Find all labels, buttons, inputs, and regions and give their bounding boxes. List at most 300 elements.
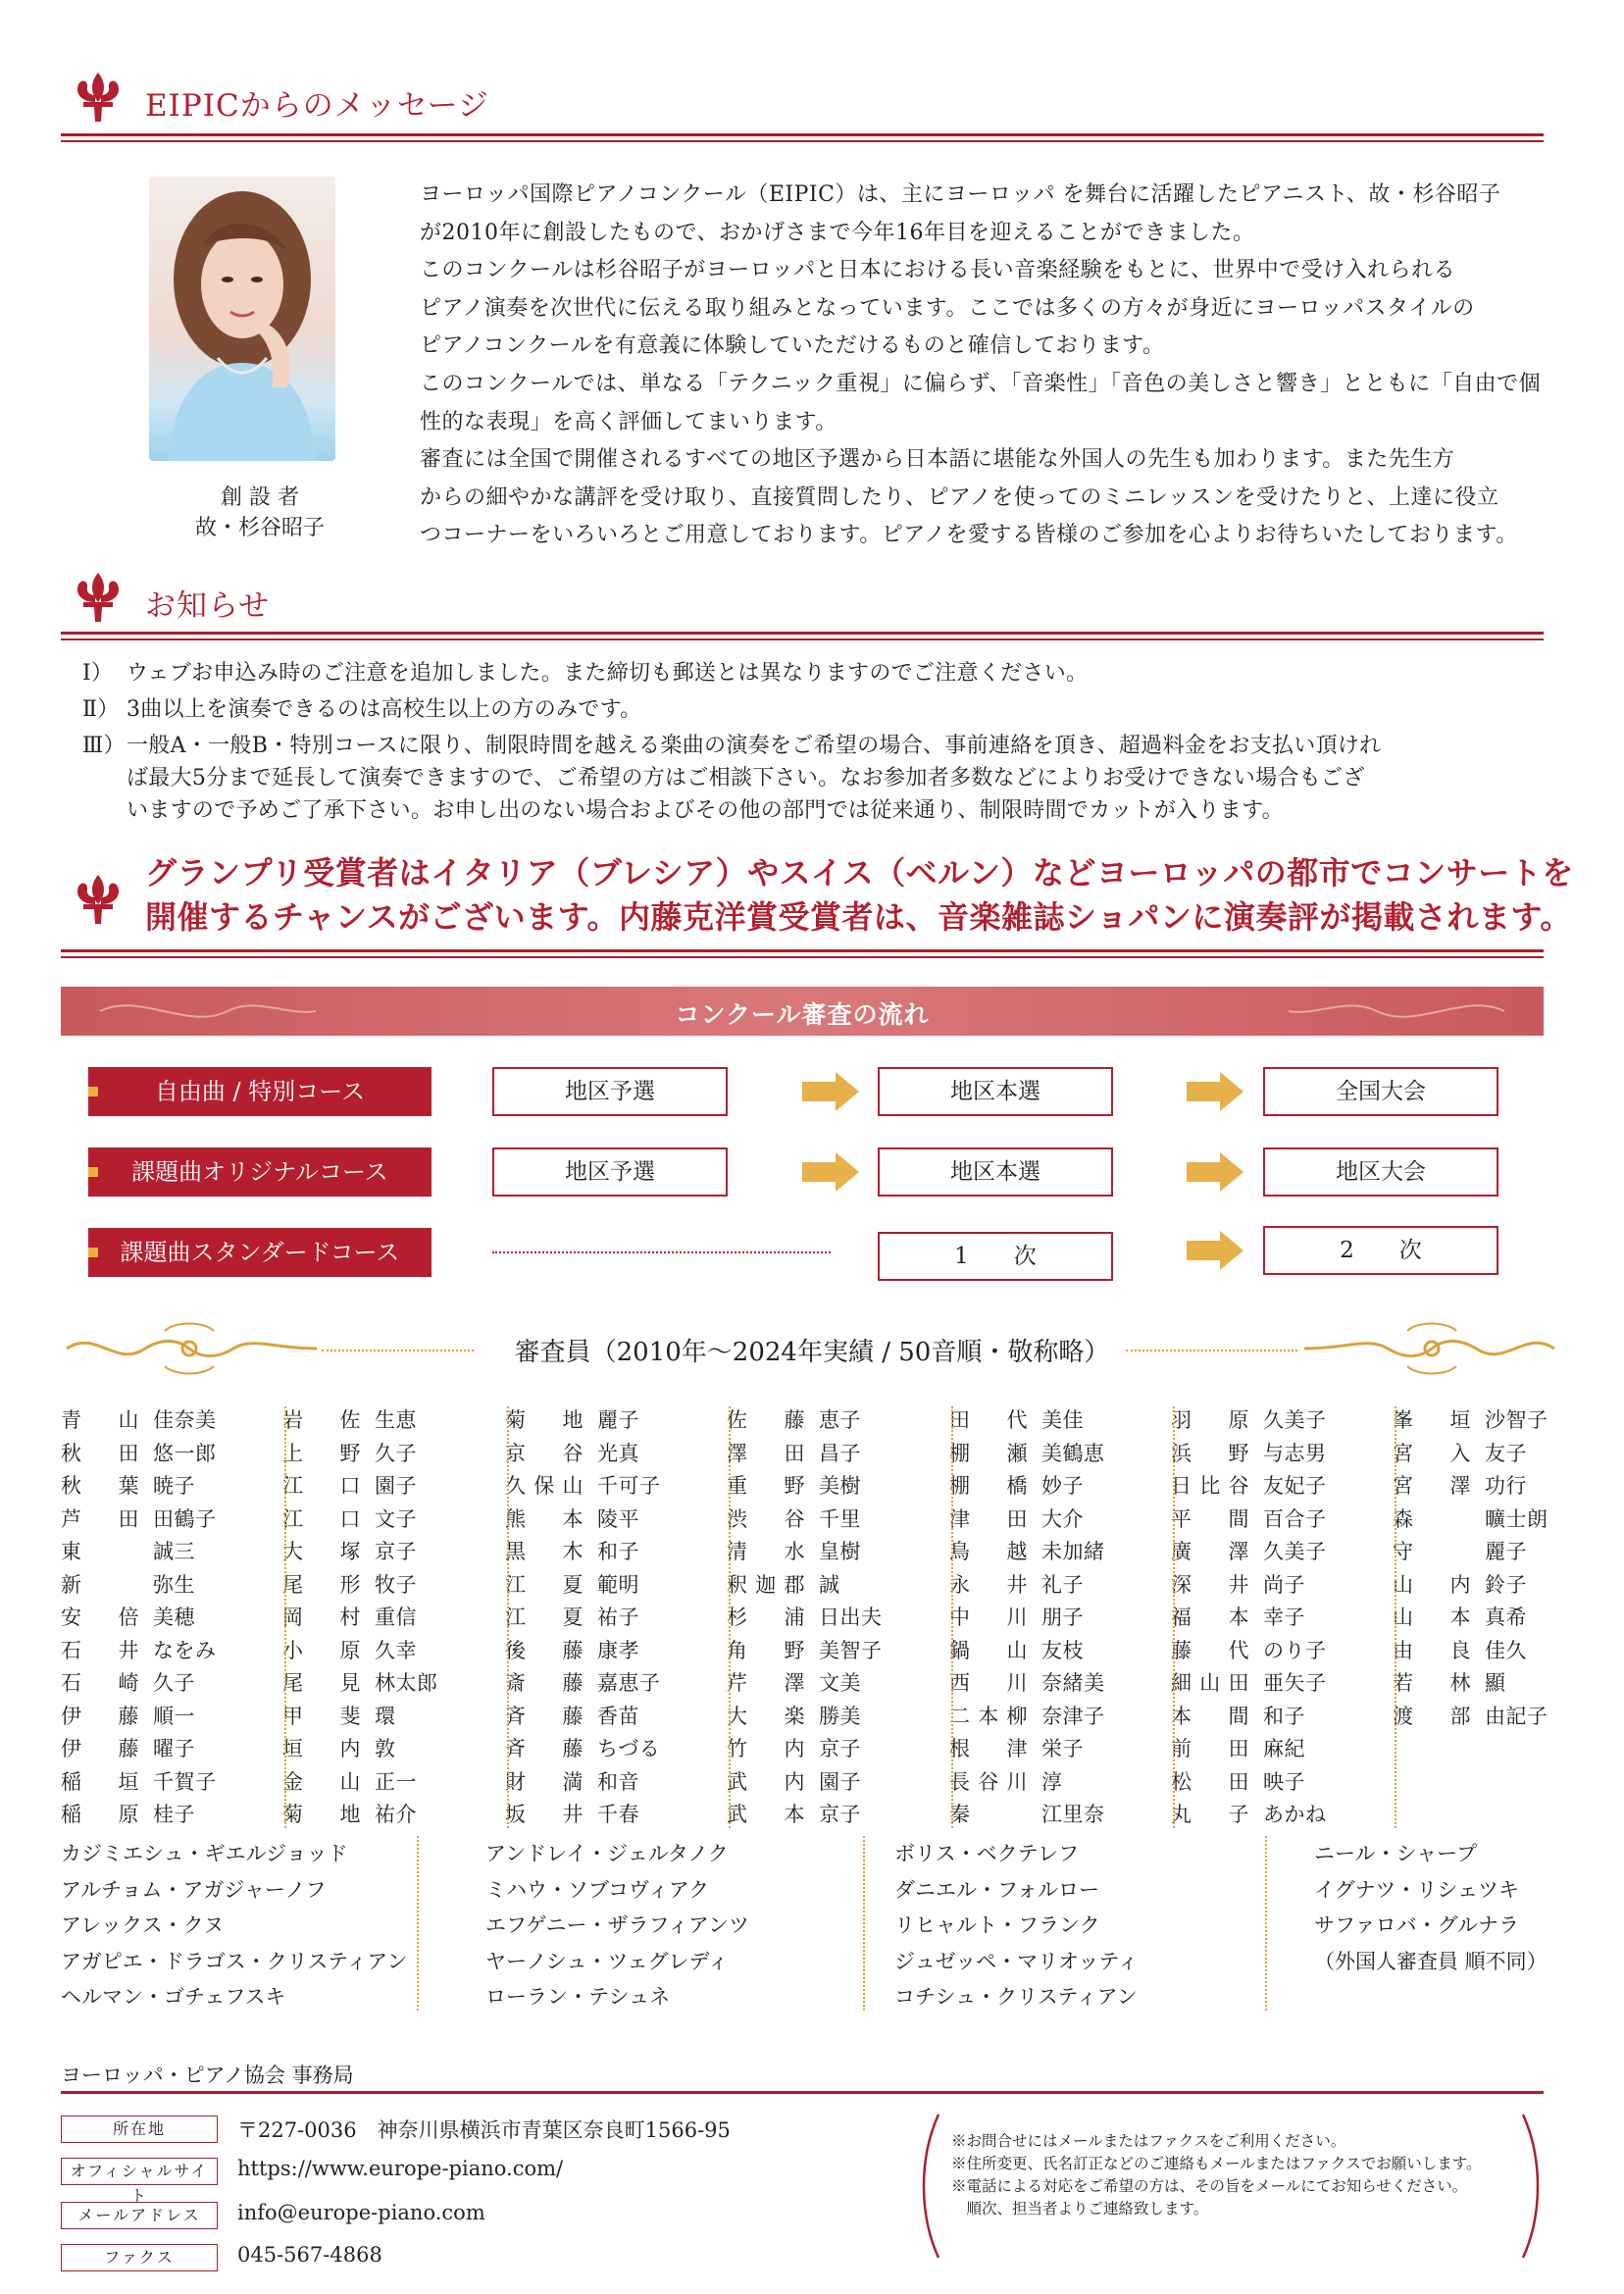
judge-column — [1393, 1404, 1599, 1733]
judge-surname: 菊地 — [505, 1408, 584, 1432]
flow-title: コンクール審査の流れ — [675, 1000, 930, 1029]
stage-box: 地区本選 — [878, 1147, 1113, 1197]
judge-name — [1393, 1569, 1599, 1603]
judge-name — [1171, 1569, 1377, 1603]
judge-surname: 熊本 — [505, 1506, 584, 1531]
message-body — [420, 177, 1557, 555]
message-section-header — [61, 69, 1544, 137]
judge-name — [1393, 1667, 1599, 1701]
judge-surname: 津田 — [949, 1506, 1028, 1531]
judge-name — [1171, 1733, 1377, 1766]
news-item — [82, 730, 1553, 827]
message-line: ヨーロッパ国際ピアノコンクール（EIPIC）は、主にヨーロッパ を舞台に活躍したピアニスト、故・杉谷昭子 — [420, 182, 1501, 207]
judge-given-name: あかね — [1263, 1803, 1327, 1826]
arrow-right-icon — [1187, 1152, 1243, 1192]
stage-box: 1 次 — [878, 1232, 1113, 1281]
foreign-judge-name: アンドレイ・ジェルタノク — [485, 1842, 729, 1865]
judge-given-name: 曠士朗 — [1485, 1506, 1548, 1531]
judge-name — [505, 1701, 711, 1734]
judge-surname: 鳥越 — [949, 1540, 1028, 1563]
judge-name — [1171, 1799, 1377, 1832]
judge-given-name: 真希 — [1485, 1606, 1527, 1629]
judge-given-name: 恵子 — [819, 1408, 861, 1432]
judge-name — [727, 1667, 933, 1701]
judge-given-name: 妙子 — [1041, 1474, 1084, 1498]
judge-given-name: 文子 — [375, 1506, 417, 1531]
foreign-judge-name: アルチョム・アガジャーノフ — [61, 1877, 327, 1902]
judge-name — [1393, 1404, 1599, 1438]
judge-given-name: 重信 — [375, 1606, 417, 1629]
founder-name: 故・杉谷昭子 — [194, 516, 325, 540]
judge-name — [949, 1799, 1155, 1832]
judge-name — [727, 1438, 933, 1471]
judge-given-name: 友子 — [1485, 1441, 1527, 1465]
column-divider — [284, 1406, 286, 1828]
judge-name — [1171, 1701, 1377, 1734]
judge-surname: 江夏 — [505, 1572, 584, 1597]
judge-name — [282, 1799, 488, 1832]
foreign-judge-name: アレックス・クヌ — [61, 1913, 225, 1937]
judge-name — [1171, 1635, 1377, 1668]
column-divider — [951, 1406, 953, 1828]
judge-name — [61, 1438, 267, 1471]
judge-name — [949, 1504, 1155, 1537]
judge-surname: 稲垣 — [61, 1769, 139, 1794]
news-item-text: ウェブお申込み時のご注意を追加しました。また締切も郵送とは異なりますのでご注意ください。 — [127, 661, 1089, 686]
judge-given-name: 美佳 — [1041, 1408, 1084, 1432]
message-line: 性的な表現」を高く評価してまいります。 — [420, 409, 837, 434]
judge-surname: 澤田 — [727, 1441, 805, 1465]
judge-surname: 岡村 — [282, 1606, 361, 1629]
judge-surname: 武本 — [727, 1803, 805, 1826]
judge-given-name: 栄子 — [1041, 1737, 1084, 1760]
judge-name — [282, 1701, 488, 1734]
judge-name — [949, 1569, 1155, 1603]
foreign-judge-name: ニール・シャープ — [1314, 1842, 1478, 1865]
news-section-header — [61, 569, 1544, 637]
judge-surname: 岩佐 — [282, 1408, 361, 1432]
grand-prix-line: グランプリ受賞者はイタリア（ブレシア）やスイス（ベルン）などヨーロッパの都市でコンサートを — [145, 854, 1574, 892]
judge-surname: 芦田 — [61, 1506, 139, 1531]
judge-given-name: 康孝 — [597, 1638, 639, 1662]
judge-given-name: 誠三 — [153, 1540, 195, 1563]
judge-name — [61, 1667, 267, 1701]
judge-name — [61, 1733, 267, 1766]
judge-surname: 福本 — [1171, 1606, 1249, 1629]
judge-given-name: 生恵 — [375, 1408, 417, 1432]
stage-box: 全国大会 — [1263, 1067, 1498, 1116]
judge-surname: 黒木 — [505, 1540, 584, 1563]
judge-given-name: 香苗 — [597, 1704, 639, 1728]
message-line: が2010年に創設したもので、おかげさまで今年16年目を迎えることができました。 — [420, 220, 1255, 245]
section-divider — [61, 632, 1544, 640]
judge-name — [61, 1799, 267, 1832]
judge-given-name: 千春 — [597, 1803, 639, 1826]
judge-name — [505, 1438, 711, 1471]
judge-surname: 秋田 — [61, 1441, 139, 1465]
judge-given-name: 京子 — [375, 1540, 417, 1563]
foreign-judge-name: ボリス・ベクテレフ — [894, 1842, 1080, 1865]
judge-name — [505, 1733, 711, 1766]
news-section-title: お知らせ — [145, 588, 271, 624]
judge-given-name: 田鶴子 — [153, 1506, 217, 1531]
founder-photo — [149, 177, 335, 461]
website-link[interactable]: https://www.europe-piano.com/ — [237, 2157, 564, 2180]
judge-surname: 甲斐 — [282, 1704, 361, 1728]
news-item-text: 3曲以上を演奏できるのは高校生以上の方のみです。 — [127, 697, 642, 722]
judge-column — [727, 1404, 933, 1832]
judge-surname: 永井 — [949, 1572, 1028, 1597]
judge-surname: 尾形 — [282, 1572, 361, 1597]
news-item — [82, 693, 1553, 726]
judge-surname: 藤代 — [1171, 1638, 1249, 1662]
judge-column — [282, 1404, 488, 1832]
judge-surname: 釈迦郡 — [727, 1572, 805, 1597]
column-divider — [507, 1406, 509, 1828]
judge-surname: 宮澤 — [1393, 1474, 1471, 1498]
judge-surname: 財満 — [505, 1769, 584, 1794]
foreign-judge-name: ヤーノシュ・ツェグレディ — [485, 1949, 729, 1973]
news-item-text: ば最大5分まで延長して演奏できますので、ご希望の方はご相談下さい。なお参加者多数などによりお受けできない場合もござ — [127, 766, 1365, 790]
judge-given-name: 皇樹 — [819, 1540, 861, 1563]
judge-surname: 伊藤 — [61, 1737, 139, 1760]
foreign-judge-name: サファロバ・グルナラ — [1314, 1913, 1519, 1937]
judge-given-name: 友妃子 — [1263, 1474, 1327, 1498]
judge-given-name: なをみ — [153, 1638, 217, 1662]
judge-given-name: 江里奈 — [1041, 1803, 1105, 1826]
judge-name — [1171, 1766, 1377, 1800]
judge-name — [949, 1404, 1155, 1438]
judge-given-name: 誠 — [819, 1572, 840, 1597]
judge-given-name: 沙智子 — [1485, 1408, 1548, 1432]
judge-name — [61, 1766, 267, 1800]
news-item-text: 一般A・一般B・特別コースに限り、制限時間を越える楽曲の演奏をご希望の場合、事前連絡を頂き、超過料金をお支払い頂けれ — [127, 734, 1382, 758]
founder-caption — [147, 483, 373, 543]
founder-role: 創 設 者 — [221, 485, 299, 510]
news-item-number: Ⅰ） — [82, 661, 114, 686]
email-label: メールアドレス — [61, 2202, 218, 2229]
judge-surname: 渋谷 — [727, 1506, 805, 1531]
judge-name — [505, 1635, 711, 1668]
judge-name — [505, 1667, 711, 1701]
judge-name — [1171, 1667, 1377, 1701]
judge-given-name: 功行 — [1485, 1474, 1527, 1498]
judge-name — [282, 1470, 488, 1504]
judge-name — [1171, 1404, 1377, 1438]
foreign-judge-name: イグナツ・リシェツキ — [1314, 1877, 1519, 1902]
judge-given-name: 京子 — [819, 1737, 861, 1760]
judge-surname: 二本柳 — [949, 1704, 1028, 1728]
judge-name — [1171, 1470, 1377, 1504]
judge-given-name: 和音 — [597, 1769, 639, 1794]
judge-surname: 角野 — [727, 1638, 805, 1662]
foreign-judge-name: ローラン・テシュネ — [485, 1985, 671, 2009]
judge-name — [282, 1404, 488, 1438]
foreign-judge-name: リヒャルト・フランク — [894, 1913, 1100, 1937]
judge-given-name: 桂子 — [153, 1803, 195, 1826]
judge-given-name: 園子 — [375, 1474, 417, 1498]
column-divider — [1265, 1836, 1267, 2011]
note-line: 順次、担当者よりご連絡致します。 — [951, 2200, 1209, 2218]
message-line: 審査には全国で開催されるすべての地区予選から日本語に堪能な外国人の先生も加わります。また先生方 — [420, 447, 1455, 473]
judge-name — [282, 1733, 488, 1766]
column-divider — [417, 1836, 419, 2011]
course-standard: 課題曲スタンダードコース — [88, 1228, 431, 1277]
judge-surname: 羽原 — [1171, 1408, 1249, 1432]
judge-surname: 山本 — [1393, 1606, 1471, 1629]
judge-name — [1393, 1504, 1599, 1537]
judge-name — [727, 1404, 933, 1438]
judge-surname: 安倍 — [61, 1606, 139, 1629]
judge-surname: 伊藤 — [61, 1704, 139, 1728]
judge-surname: 大塚 — [282, 1540, 361, 1563]
judge-surname: 浜野 — [1171, 1441, 1249, 1465]
judge-name — [505, 1536, 711, 1569]
foreign-judge-name: エフゲニー・ザラフィアンツ — [485, 1913, 750, 1937]
judge-surname: 西川 — [949, 1671, 1028, 1695]
judge-name — [727, 1569, 933, 1603]
foreign-judge-column — [61, 1836, 407, 2015]
grand-prix-notice — [145, 851, 1574, 940]
judge-name — [727, 1733, 933, 1766]
judge-given-name: 牧子 — [375, 1572, 417, 1597]
dotted-connector — [492, 1251, 831, 1253]
judge-surname: 田代 — [949, 1408, 1028, 1432]
judge-surname: 小原 — [282, 1638, 361, 1662]
judge-name — [949, 1766, 1155, 1800]
foreign-judge-name: アガピエ・ドラゴス・クリスティアン — [61, 1949, 408, 1973]
judge-given-name: 千可子 — [597, 1474, 661, 1498]
foreign-judge-name: コチシュ・クリスティアン — [894, 1985, 1138, 2009]
judge-given-name: 佳奈美 — [153, 1408, 217, 1432]
judge-surname: 廣澤 — [1171, 1540, 1249, 1563]
judge-given-name: 久幸 — [375, 1638, 417, 1662]
judge-name — [1171, 1438, 1377, 1471]
stage-box: 地区予選 — [492, 1067, 728, 1116]
judge-given-name: 淳 — [1041, 1769, 1063, 1794]
arrow-right-icon — [1187, 1231, 1243, 1270]
judge-surname: 新 — [61, 1572, 82, 1597]
judge-given-name: 美穂 — [153, 1606, 195, 1629]
judge-name — [727, 1766, 933, 1800]
judge-given-name: 日出夫 — [819, 1606, 883, 1629]
judge-name — [505, 1602, 711, 1635]
foreign-judge-name: ヘルマン・ゴチェフスキ — [61, 1985, 286, 2009]
judge-column — [505, 1404, 711, 1832]
address-label: 所在地 — [61, 2116, 218, 2143]
flow-banner — [61, 987, 1544, 1036]
judge-given-name: 与志男 — [1263, 1441, 1327, 1465]
address-value: 〒227-0036 神奈川県横浜市青葉区奈良町1566-95 — [237, 2118, 731, 2142]
judge-given-name: ちづる — [597, 1737, 661, 1760]
judge-given-name: 久子 — [375, 1441, 417, 1465]
judge-surname: 棚橋 — [949, 1474, 1028, 1498]
judge-given-name: 悠一郎 — [153, 1441, 217, 1465]
judge-surname: 後藤 — [505, 1638, 584, 1662]
news-item — [82, 657, 1553, 689]
judge-given-name: 幸子 — [1263, 1606, 1305, 1629]
judge-surname: 稲原 — [61, 1803, 139, 1826]
judge-given-name: 弥生 — [153, 1572, 195, 1597]
judge-name — [949, 1733, 1155, 1766]
judge-given-name: 尚子 — [1263, 1572, 1305, 1597]
judge-name — [727, 1504, 933, 1537]
judge-surname: 斎藤 — [505, 1671, 584, 1695]
judge-given-name: 環 — [375, 1704, 396, 1728]
judge-surname: 細山田 — [1171, 1671, 1249, 1695]
judge-given-name: 久美子 — [1263, 1540, 1327, 1563]
judge-surname: 由良 — [1393, 1638, 1471, 1662]
judge-name — [727, 1536, 933, 1569]
judge-name — [727, 1701, 933, 1734]
section-divider — [61, 133, 1544, 142]
judge-given-name: 光真 — [597, 1441, 639, 1465]
judge-column — [1171, 1404, 1377, 1832]
grand-prix-line: 開催するチャンスがございます。内藤克洋賞受賞者は、音楽雑誌ショパンに演奏評が掲載されます。 — [145, 898, 1572, 936]
judge-name — [727, 1602, 933, 1635]
judge-surname: 久保山 — [505, 1474, 584, 1498]
judge-given-name: 京子 — [819, 1803, 861, 1826]
judge-given-name: 美鶴恵 — [1041, 1441, 1105, 1465]
judge-given-name: 未加緒 — [1041, 1540, 1105, 1563]
judge-surname: 山内 — [1393, 1572, 1471, 1597]
judge-surname: 武内 — [727, 1769, 805, 1794]
judge-given-name: 林太郎 — [375, 1671, 438, 1695]
judge-given-name: 千賀子 — [153, 1769, 217, 1794]
judge-given-name: 顯 — [1485, 1671, 1506, 1695]
judge-name — [61, 1635, 267, 1668]
judge-name — [505, 1504, 711, 1537]
judge-name — [282, 1766, 488, 1800]
judge-given-name: 勝美 — [819, 1704, 861, 1728]
judge-surname: 垣内 — [282, 1737, 361, 1760]
fleur-de-lis-icon — [69, 569, 127, 628]
judge-name — [1171, 1504, 1377, 1537]
judge-surname: 渡部 — [1393, 1704, 1471, 1728]
judge-surname: 斉藤 — [505, 1737, 584, 1760]
judge-given-name: 和子 — [1263, 1704, 1305, 1728]
column-divider — [1173, 1406, 1175, 1828]
judge-given-name: 百合子 — [1263, 1506, 1327, 1531]
contact-notes — [917, 2109, 1545, 2264]
judge-name — [727, 1635, 933, 1668]
message-line: からの細やかな講評を受け取り、直接質問したり、ピアノを使ってのミニレッスンを受けたりと、上達に役立 — [420, 484, 1499, 510]
foreign-judge-name: ミハウ・ソブコヴィアク — [485, 1877, 710, 1902]
judge-name — [1393, 1701, 1599, 1734]
judge-surname: 清水 — [727, 1540, 805, 1563]
stage-box: 地区本選 — [878, 1067, 1113, 1116]
judge-name — [1393, 1470, 1599, 1504]
judge-name — [949, 1602, 1155, 1635]
judge-name — [949, 1470, 1155, 1504]
footer-org-name: ヨーロッパ・ピアノ協会 事務局 — [61, 2064, 354, 2087]
judge-given-name: 礼子 — [1041, 1572, 1084, 1597]
note-line: ※住所変更、氏名訂正などのご連絡もメールまたはファクスでお願いします。 — [951, 2155, 1482, 2172]
course-original: 課題曲オリジナルコース — [88, 1147, 431, 1197]
footer-rule — [61, 2091, 1544, 2094]
website-label: オフィシャルサイト — [61, 2158, 218, 2185]
column-divider — [1395, 1406, 1396, 1828]
judge-given-name: 麗子 — [1485, 1540, 1527, 1563]
judge-given-name: 麗子 — [597, 1408, 639, 1432]
judge-name — [61, 1602, 267, 1635]
judge-name — [949, 1701, 1155, 1734]
arrow-right-icon — [1187, 1072, 1243, 1111]
message-line: このコンクールでは、単なる「テクニック重視」に偏らず、「音楽性」「音色の美しさと響き」とともに「自由で個 — [420, 371, 1542, 396]
judge-given-name: のり子 — [1263, 1638, 1327, 1662]
fleur-de-lis-icon — [69, 69, 127, 127]
judge-name — [61, 1701, 267, 1734]
email-link[interactable]: info@europe-piano.com — [237, 2201, 485, 2224]
judge-given-name: 嘉恵子 — [597, 1671, 661, 1695]
judge-given-name: 映子 — [1263, 1769, 1305, 1794]
judge-name — [949, 1536, 1155, 1569]
judge-given-name: 亜矢子 — [1263, 1671, 1327, 1695]
judge-surname: 秦 — [949, 1803, 971, 1826]
message-line: ピアノ演奏を次世代に伝える取り組みとなっています。ここでは多くの方々が身近にヨーロッパスタイルの — [420, 295, 1475, 321]
judge-name — [282, 1602, 488, 1635]
message-section-title: EIPICからのメッセージ — [145, 88, 489, 124]
judge-given-name: 敦 — [375, 1737, 396, 1760]
judge-name — [505, 1799, 711, 1832]
judge-name — [282, 1635, 488, 1668]
judge-surname: 坂井 — [505, 1803, 584, 1826]
course-free-special: 自由曲 / 特別コース — [88, 1067, 431, 1116]
foreign-judge-name: ダニエル・フォルロー — [894, 1877, 1099, 1902]
judge-name — [1171, 1602, 1377, 1635]
judge-surname: 京谷 — [505, 1441, 584, 1465]
judge-surname: 平間 — [1171, 1506, 1249, 1531]
stage-box: 地区予選 — [492, 1147, 728, 1197]
news-item-number: Ⅲ） — [82, 734, 126, 758]
judge-surname: 江口 — [282, 1506, 361, 1531]
judge-surname: 青山 — [61, 1408, 139, 1432]
judge-name — [282, 1569, 488, 1603]
judge-given-name: 美樹 — [819, 1474, 861, 1498]
fax-value: 045-567-4868 — [237, 2243, 382, 2267]
foreign-judge-name: ジュゼッペ・マリオッティ — [894, 1949, 1139, 1973]
judge-given-name: 祐介 — [375, 1803, 417, 1826]
judge-surname: 根津 — [949, 1737, 1028, 1760]
judge-given-name: 千里 — [819, 1506, 861, 1531]
column-divider — [729, 1406, 731, 1828]
judge-name — [505, 1404, 711, 1438]
judge-surname: 石井 — [61, 1638, 139, 1662]
judge-surname: 東 — [61, 1540, 82, 1563]
judge-given-name: 順一 — [153, 1704, 195, 1728]
judge-given-name: 祐子 — [597, 1606, 639, 1629]
judge-given-name: 暁子 — [153, 1474, 195, 1498]
judge-name — [949, 1635, 1155, 1668]
judge-given-name: 大介 — [1041, 1506, 1084, 1531]
judge-name — [1393, 1635, 1599, 1668]
judge-given-name: 和子 — [597, 1540, 639, 1563]
judge-surname: 長谷川 — [949, 1769, 1028, 1794]
judge-name — [282, 1536, 488, 1569]
judge-surname: 杉浦 — [727, 1606, 805, 1629]
stage-box: 2 次 — [1263, 1226, 1498, 1275]
section-divider — [61, 949, 1544, 958]
judge-surname: 竹内 — [727, 1737, 805, 1760]
judge-given-name: 正一 — [375, 1769, 417, 1794]
judge-name — [282, 1667, 488, 1701]
judge-given-name: 由記子 — [1485, 1704, 1548, 1728]
judge-given-name: 曜子 — [153, 1737, 195, 1760]
judge-surname: 菊地 — [282, 1803, 361, 1826]
judge-given-name: 文美 — [819, 1671, 861, 1695]
judge-given-name: 鈴子 — [1485, 1572, 1527, 1597]
message-line: つコーナーをいろいろとご用意しております。ピアノを愛する皆様のご参加を心よりお待ちいたしております。 — [420, 523, 1518, 548]
